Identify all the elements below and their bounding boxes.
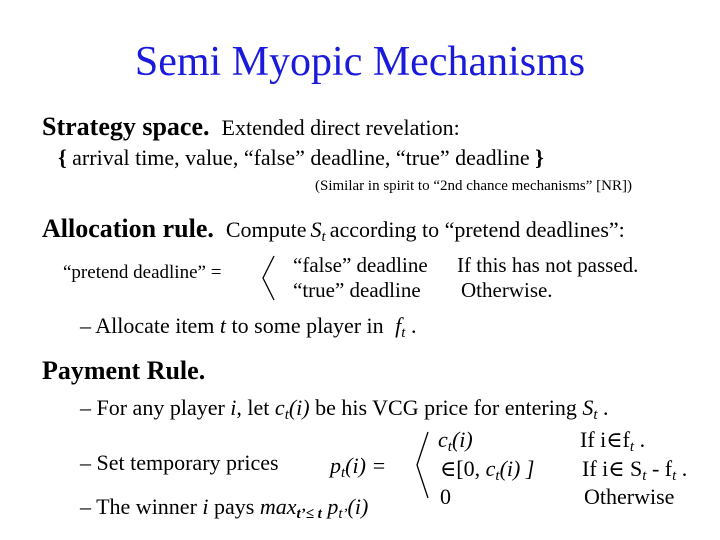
payment-case2-cond-text: If i∈ S	[582, 456, 643, 481]
payment-case1-c-paren: (i)	[451, 427, 473, 452]
payment-case1-cond-end: .	[639, 427, 646, 452]
pretend-case-false-value: “false” deadline	[293, 253, 428, 277]
payment-b3-end: (i)	[347, 494, 369, 519]
payment-case1-cond-sub: t	[629, 439, 635, 455]
payment-b1-c-sub: t	[284, 407, 289, 423]
brace-open: {	[58, 145, 67, 170]
payment-b1-S-sub: t	[593, 407, 598, 423]
payment-case1-cond	[580, 427, 645, 456]
payment-case2-price	[440, 456, 534, 485]
payment-b1-mid2: be his VCG price for entering	[315, 395, 577, 420]
pretend-deadline-label: “pretend deadline” =	[63, 262, 222, 283]
payment-b1-i: i	[230, 395, 237, 420]
payment-case3-price: 0	[440, 484, 451, 509]
payment-b1-S: S	[582, 395, 594, 420]
payment-b3-p-sub: t’	[338, 506, 348, 522]
payment-case2-cond-mid: - f	[651, 456, 673, 481]
payment-b3-max-sub: t’≤ t	[296, 506, 322, 522]
strategy-note: (Similar in spirit to “2nd chance mechanisms” [NR])	[315, 178, 632, 194]
payment-case2-prefix: ∈[0,	[440, 456, 481, 481]
pretend-case-true-value: “true” deadline	[293, 278, 421, 302]
payment-case2-cond	[582, 456, 687, 485]
brace-close: }	[535, 145, 544, 170]
payment-p: p	[330, 453, 341, 478]
payment-p-eq: (i) =	[345, 453, 387, 478]
payment-p-equation	[330, 453, 386, 482]
allocation-bullet-prefix: – Allocate item	[80, 313, 215, 338]
allocation-S-sub: t	[321, 229, 326, 245]
payment-case2-cond-end: .	[681, 456, 688, 481]
payment-case2-end: (i) ]	[499, 456, 535, 481]
payment-bullet-temp-prices: – Set temporary prices	[80, 450, 279, 475]
payment-heading: Payment Rule.	[42, 356, 206, 385]
payment-case2-cond-S-sub: t	[642, 468, 647, 484]
strategy-items	[58, 145, 544, 171]
payment-case1-c: c	[438, 427, 448, 452]
allocation-bullet-mid: to some player in	[231, 313, 384, 338]
payment-b1-c: c	[274, 395, 285, 420]
payment-b3-mid: pays	[214, 494, 255, 519]
strategy-items-text: arrival time, value, “false” deadline, “true” deadline	[72, 145, 530, 170]
payment-b3-prefix: – The winner	[80, 494, 197, 519]
allocation-desc-suffix: according to “pretend deadlines”:	[329, 217, 625, 242]
allocation-f-sub: t	[401, 325, 406, 341]
payment-case2-c-sub: t	[495, 468, 500, 484]
payment-b3-max: max	[259, 494, 297, 519]
payment-b1-end: .	[603, 395, 609, 420]
payment-b1-c-paren: (i)	[288, 395, 310, 420]
payment-bullet-winner	[80, 494, 368, 523]
payment-b3-p: p	[327, 494, 339, 519]
payment-p-sub: t	[341, 465, 346, 481]
payment-case3-cond: Otherwise	[584, 484, 675, 509]
slide-title: Semi Myopic Mechanisms	[134, 39, 586, 85]
allocation-heading: Allocation rule.	[42, 214, 214, 243]
allocation-f: f	[395, 313, 402, 338]
payment-case1-cond-text: If i∈f	[580, 427, 630, 452]
payment-b3-i: i	[202, 494, 209, 519]
allocation-line	[42, 214, 625, 246]
payment-b1-mid1: , let	[236, 395, 270, 420]
payment-b1-prefix: – For any player	[80, 395, 225, 420]
payment-case1-price	[438, 427, 473, 456]
allocation-bullet-t: t	[219, 313, 227, 338]
pretend-case-true-cond: Otherwise.	[461, 278, 553, 302]
pretend-brace-icon	[258, 254, 278, 302]
strategy-heading: Strategy space.	[42, 112, 210, 141]
payment-case2-c: c	[485, 456, 496, 481]
pretend-case-false-cond: If this has not passed.	[457, 253, 639, 277]
allocation-S: S	[310, 217, 322, 242]
strategy-description: Extended direct revelation:	[221, 115, 460, 140]
allocation-desc-prefix: Compute	[225, 217, 307, 242]
allocation-bullet-end: .	[410, 313, 417, 338]
payment-case1-c-sub: t	[447, 439, 452, 455]
payment-brace-icon	[412, 430, 432, 500]
allocation-bullet	[80, 313, 416, 342]
payment-case2-cond-f-sub: t	[672, 468, 677, 484]
payment-bullet-vcg	[80, 395, 609, 424]
strategy-line	[42, 112, 460, 142]
